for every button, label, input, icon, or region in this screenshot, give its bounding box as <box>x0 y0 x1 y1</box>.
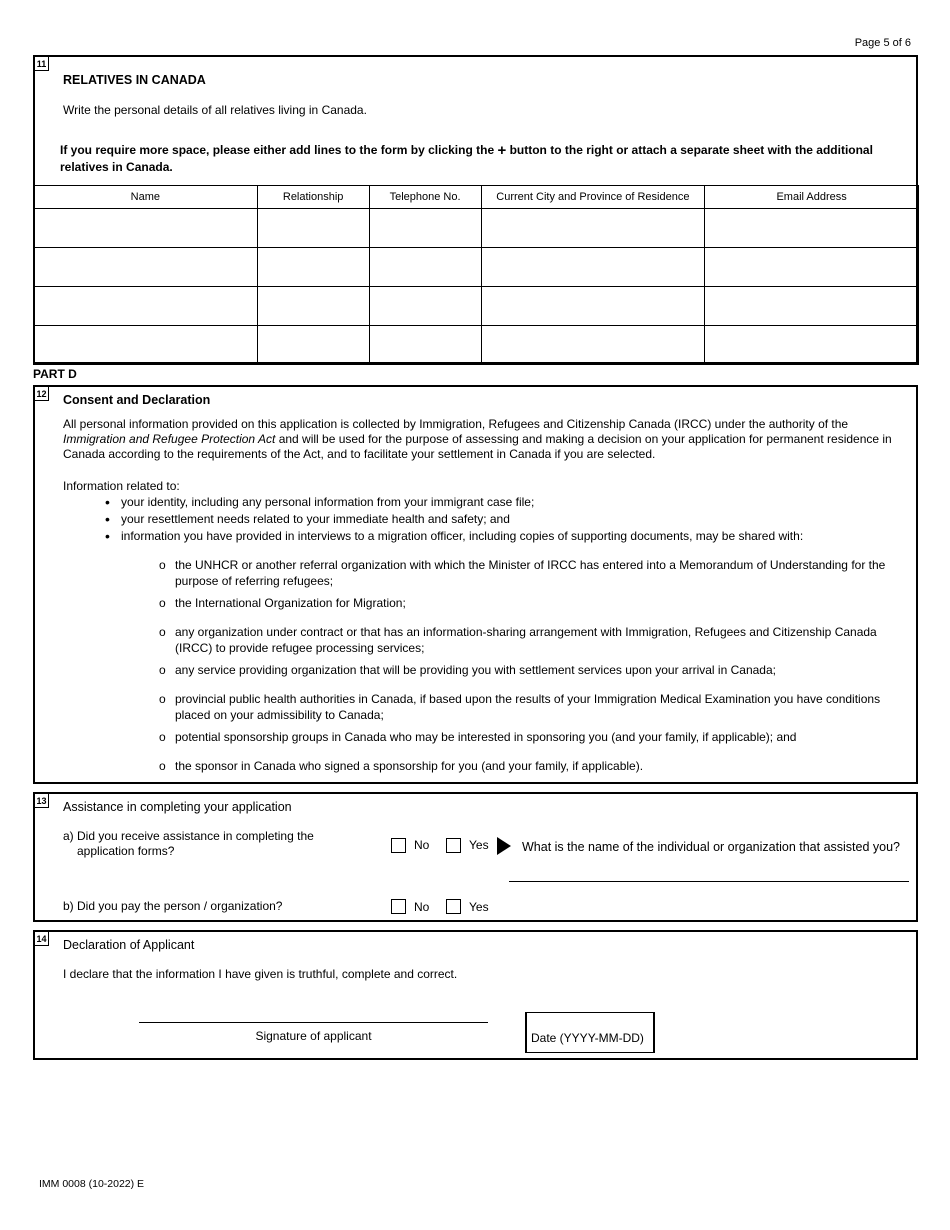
relationship-cell[interactable] <box>257 209 369 248</box>
more-space-text-before: If you require more space, please either add lines to the form by clicking the <box>60 143 495 157</box>
section-title: RELATIVES IN CANADA <box>63 73 206 87</box>
yes-label: Yes <box>469 900 489 914</box>
form-id: IMM 0008 (10-2022) E <box>39 1178 145 1190</box>
info-bullet-list <box>105 495 905 546</box>
consent-paragraph <box>63 417 893 462</box>
sub-list-item: o provincial public health authorities in Canada, if based upon the results of your Immigration Medical Examination you have conditions placed on your admissibility to Canada; <box>159 692 881 722</box>
section-relatives-in-canada <box>33 55 918 364</box>
table-header-row <box>34 186 919 209</box>
sub-list-item: o the sponsor in Canada who signed a sponsorship for you (and your family, if applicable). <box>159 759 644 773</box>
act-name: Immigration and Refugee Protection Act <box>63 432 276 446</box>
email-cell[interactable] <box>705 287 919 326</box>
no-label: No <box>414 838 430 852</box>
city-province-cell[interactable] <box>481 248 705 287</box>
email-cell[interactable] <box>705 209 919 248</box>
city-province-cell[interactable] <box>481 209 705 248</box>
section-number: 14 <box>34 931 49 946</box>
table-row <box>34 287 919 326</box>
telephone-cell[interactable] <box>369 209 481 248</box>
more-space-note <box>60 141 890 176</box>
declaration-statement: I declare that the information I have given is truthful, complete and correct. <box>63 967 458 981</box>
name-cell[interactable] <box>34 209 258 248</box>
section-declaration-applicant <box>33 930 918 1060</box>
question-a-line2: application forms? <box>77 844 175 858</box>
column-header-city-province: Current City and Province of Residence <box>481 186 705 209</box>
paid-yes-checkbox[interactable] <box>446 899 461 914</box>
telephone-cell[interactable] <box>369 287 481 326</box>
relatives-table <box>33 185 919 365</box>
question-a-line1: a) Did you receive assistance in completing the <box>63 829 314 843</box>
question-a <box>63 829 314 859</box>
add-row-icon[interactable]: + <box>497 142 507 159</box>
section-number: 11 <box>34 56 49 71</box>
section-instruction: Write the personal details of all relatives living in Canada. <box>63 103 367 117</box>
assistance-no-checkbox[interactable] <box>391 838 406 853</box>
telephone-cell[interactable] <box>369 326 481 365</box>
no-label: No <box>414 900 430 914</box>
list-item: • your identity, including any personal information from your immigrant case file; <box>105 495 905 509</box>
column-header-telephone: Telephone No. <box>369 186 481 209</box>
name-cell[interactable] <box>34 287 258 326</box>
more-space-text-after: button to the right or attach a separate sheet with the additional relatives in Canada. <box>60 143 873 174</box>
section-consent-declaration <box>33 385 918 784</box>
city-province-cell[interactable] <box>481 326 705 365</box>
sub-list-item: o any organization under contract or that has an information-sharing arrangement with Immigration, Refugees and Citizenship Canada (IRCC) to provide refugee processing services; <box>159 625 877 655</box>
relationship-cell[interactable] <box>257 326 369 365</box>
assistance-yes-checkbox[interactable] <box>446 838 461 853</box>
section-assistance <box>33 792 918 922</box>
list-item: • information you have provided in interviews to a migration officer, including copies of supporting documents, may be shared with: <box>105 529 905 543</box>
section-number: 13 <box>34 793 49 808</box>
section-title: Assistance in completing your application <box>63 800 292 814</box>
part-label: PART D <box>33 367 77 381</box>
section-title: Declaration of Applicant <box>63 938 195 952</box>
list-item: • your resettlement needs related to your immediate health and safety; and <box>105 512 905 526</box>
city-province-cell[interactable] <box>481 287 705 326</box>
column-header-relationship: Relationship <box>257 186 369 209</box>
relationship-cell[interactable] <box>257 248 369 287</box>
column-header-email: Email Address <box>705 186 919 209</box>
date-label: Date (YYYY-MM-DD) <box>531 1031 644 1045</box>
paid-no-checkbox[interactable] <box>391 899 406 914</box>
signature-input[interactable] <box>139 1022 488 1023</box>
sub-list-item: o the International Organization for Migration; <box>159 596 406 610</box>
table-row <box>34 248 919 287</box>
section-number: 12 <box>34 386 49 401</box>
relationship-cell[interactable] <box>257 287 369 326</box>
yes-label: Yes <box>469 838 489 852</box>
name-cell[interactable] <box>34 248 258 287</box>
email-cell[interactable] <box>705 248 919 287</box>
consent-text-a: All personal information provided on this application is collected by Immigration, Refugees and Citizenship Canada (IRCC) under the authority of the <box>63 417 849 431</box>
sub-list-item: o potential sponsorship groups in Canada who may be interested in sponsoring you (and your family, if applicable); and <box>159 730 797 744</box>
section-title: Consent and Declaration <box>63 393 211 407</box>
arrow-right-icon <box>497 837 511 855</box>
question-b: b) Did you pay the person / organization? <box>63 899 283 913</box>
sub-list-item: o any service providing organization that will be providing you with settlement services upon your arrival in Canada; <box>159 663 776 677</box>
email-cell[interactable] <box>705 326 919 365</box>
consent-text-b: and will be used for the purpose of assessing and making a decision on your application for permanent residence in Canada according to the requirements of the Act, and to facilitate your settlement in Canada if you are selected. <box>63 432 892 461</box>
telephone-cell[interactable] <box>369 248 481 287</box>
page-number: Page 5 of 6 <box>854 37 911 49</box>
table-row <box>34 326 919 365</box>
info-intro: Information related to: <box>63 479 180 493</box>
signature-label: Signature of applicant <box>255 1029 372 1043</box>
table-row <box>34 209 919 248</box>
assist-name-question: What is the name of the individual or organization that assisted you? <box>522 840 900 854</box>
name-cell[interactable] <box>34 326 258 365</box>
column-header-name: Name <box>34 186 258 209</box>
date-field[interactable] <box>525 1012 655 1053</box>
assist-name-input[interactable] <box>509 881 909 882</box>
sub-list-item: o the UNHCR or another referral organization with which the Minister of IRCC has entered into a Memorandum of Understanding for the purpose of referring refugees; <box>159 558 886 588</box>
